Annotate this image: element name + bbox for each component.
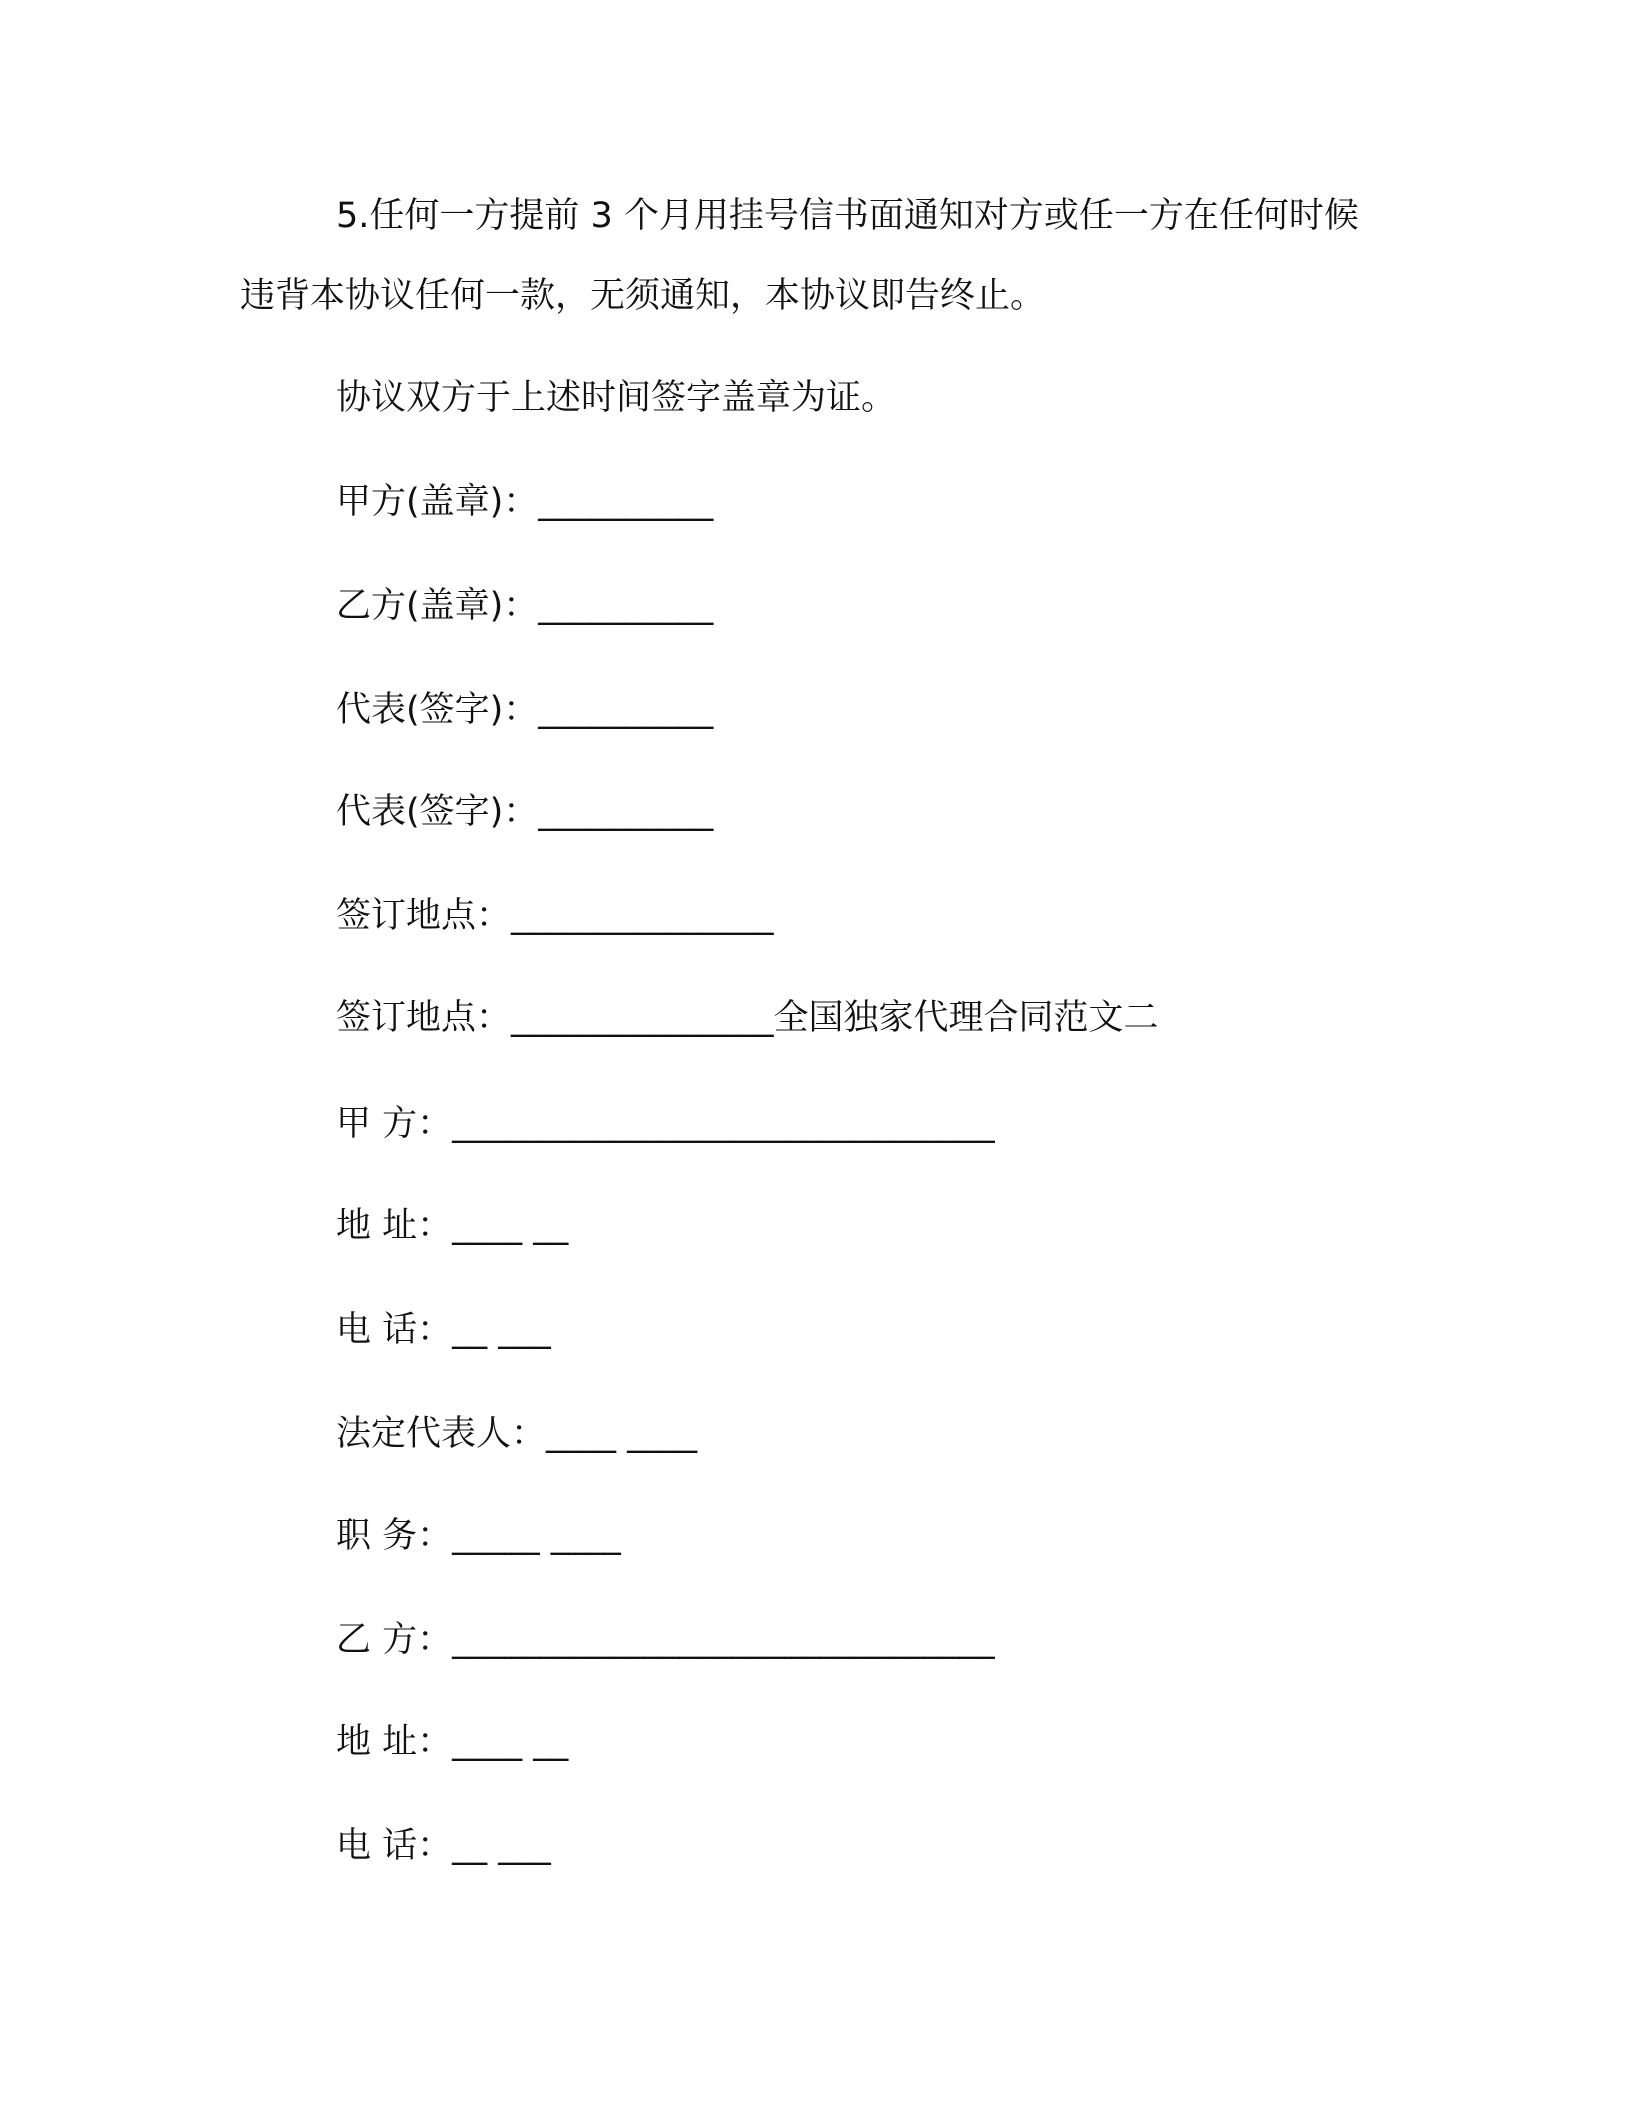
representative-signature-line: 代表(签字)：__________ (336, 792, 714, 832)
party-a-name-line: 甲 方：_______________________________ (336, 1104, 995, 1144)
party-b-name-line: 乙 方：_______________________________ (336, 1620, 995, 1660)
signing-place-heading-line: 签订地点：_______________全国独家代理合同范文二 (336, 998, 1159, 1038)
legal-representative-line: 法定代表人：____ ____ (336, 1414, 698, 1454)
party-a-address-line: 地 址：____ __ (336, 1206, 569, 1246)
party-b-address-line: 地 址：____ __ (336, 1722, 569, 1762)
signing-place-line: 签订地点：_______________ (336, 896, 774, 936)
clause-5-paragraph: 5.任何一方提前 3 个月用挂号信书面通知对方或任一方在任何时候违背本协议任何一款，无须通知，本协议即告终止。 (240, 196, 1359, 316)
party-a-phone-line: 电 话：__ ___ (336, 1310, 551, 1350)
witness-statement: 协议双方于上述时间签字盖章为证。 (336, 378, 897, 418)
position-line: 职 务：_____ ____ (336, 1516, 621, 1556)
representative-signature-line: 代表(签字)：__________ (336, 690, 714, 730)
party-b-phone-line: 电 话：__ ___ (336, 1826, 551, 1866)
party-b-seal-line: 乙方(盖章)：__________ (336, 586, 714, 626)
party-a-seal-line: 甲方(盖章)：__________ (336, 482, 714, 522)
